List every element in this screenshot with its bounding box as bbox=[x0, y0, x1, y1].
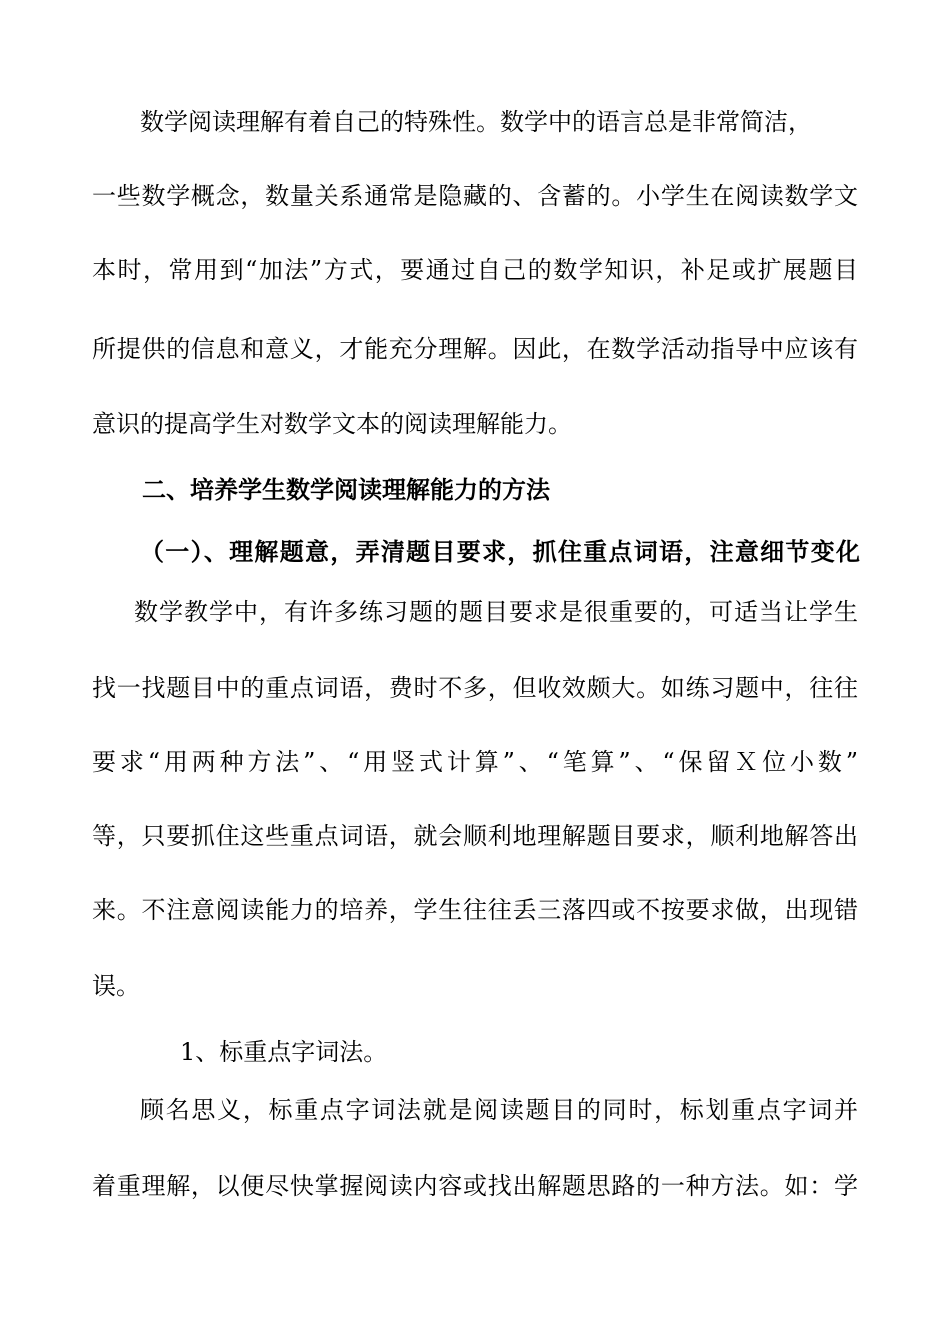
subsection-heading: （一）、理解题意，弄清题目要求，抓住重点词语，注意细节变化 bbox=[140, 538, 860, 566]
paragraph-line: 数学阅读理解有着自己的特殊性。数学中的语言总是非常简洁， bbox=[140, 108, 812, 136]
paragraph-line: 所提供的信息和意义，才能充分理解。因此，在数学活动指导中应该有 bbox=[92, 335, 858, 363]
paragraph-line: 等，只要抓住这些重点词语，就会顺利地理解题目要求，顺利地解答出 bbox=[92, 822, 858, 850]
paragraph-line: 来。不注意阅读能力的培养，学生往往丢三落四或不按要求做，出现错 bbox=[92, 896, 858, 924]
paragraph-line: 数学教学中，有许多练习题的题目要求是很重要的，可适当让学生 bbox=[134, 598, 858, 626]
list-item: 1、标重点字词法。 bbox=[180, 1038, 388, 1066]
paragraph-line: 顾名思义，标重点字词法就是阅读题目的同时，标划重点字词并 bbox=[140, 1096, 858, 1124]
paragraph-line: 误。 bbox=[92, 972, 140, 1000]
section-heading: 二、培养学生数学阅读理解能力的方法 bbox=[142, 476, 550, 504]
paragraph-line: 要求“用两种方法”、“用竖式计算”、“笔算”、“保留Ｘ位小数” bbox=[92, 748, 858, 776]
paragraph-line: 本时，常用到“加法”方式，要通过自己的数学知识，补足或扩展题目 bbox=[92, 256, 858, 284]
paragraph-line: 找一找题目中的重点词语，费时不多，但收效颇大。如练习题中，往往 bbox=[92, 674, 858, 702]
paragraph-line: 着重理解，以便尽快掌握阅读内容或找出解题思路的一种方法。如：学 bbox=[92, 1172, 858, 1200]
paragraph-line: 一些数学概念，数量关系通常是隐藏的、含蓄的。小学生在阅读数学文 bbox=[92, 182, 858, 210]
paragraph-line: 意识的提高学生对数学文本的阅读理解能力。 bbox=[92, 410, 572, 438]
